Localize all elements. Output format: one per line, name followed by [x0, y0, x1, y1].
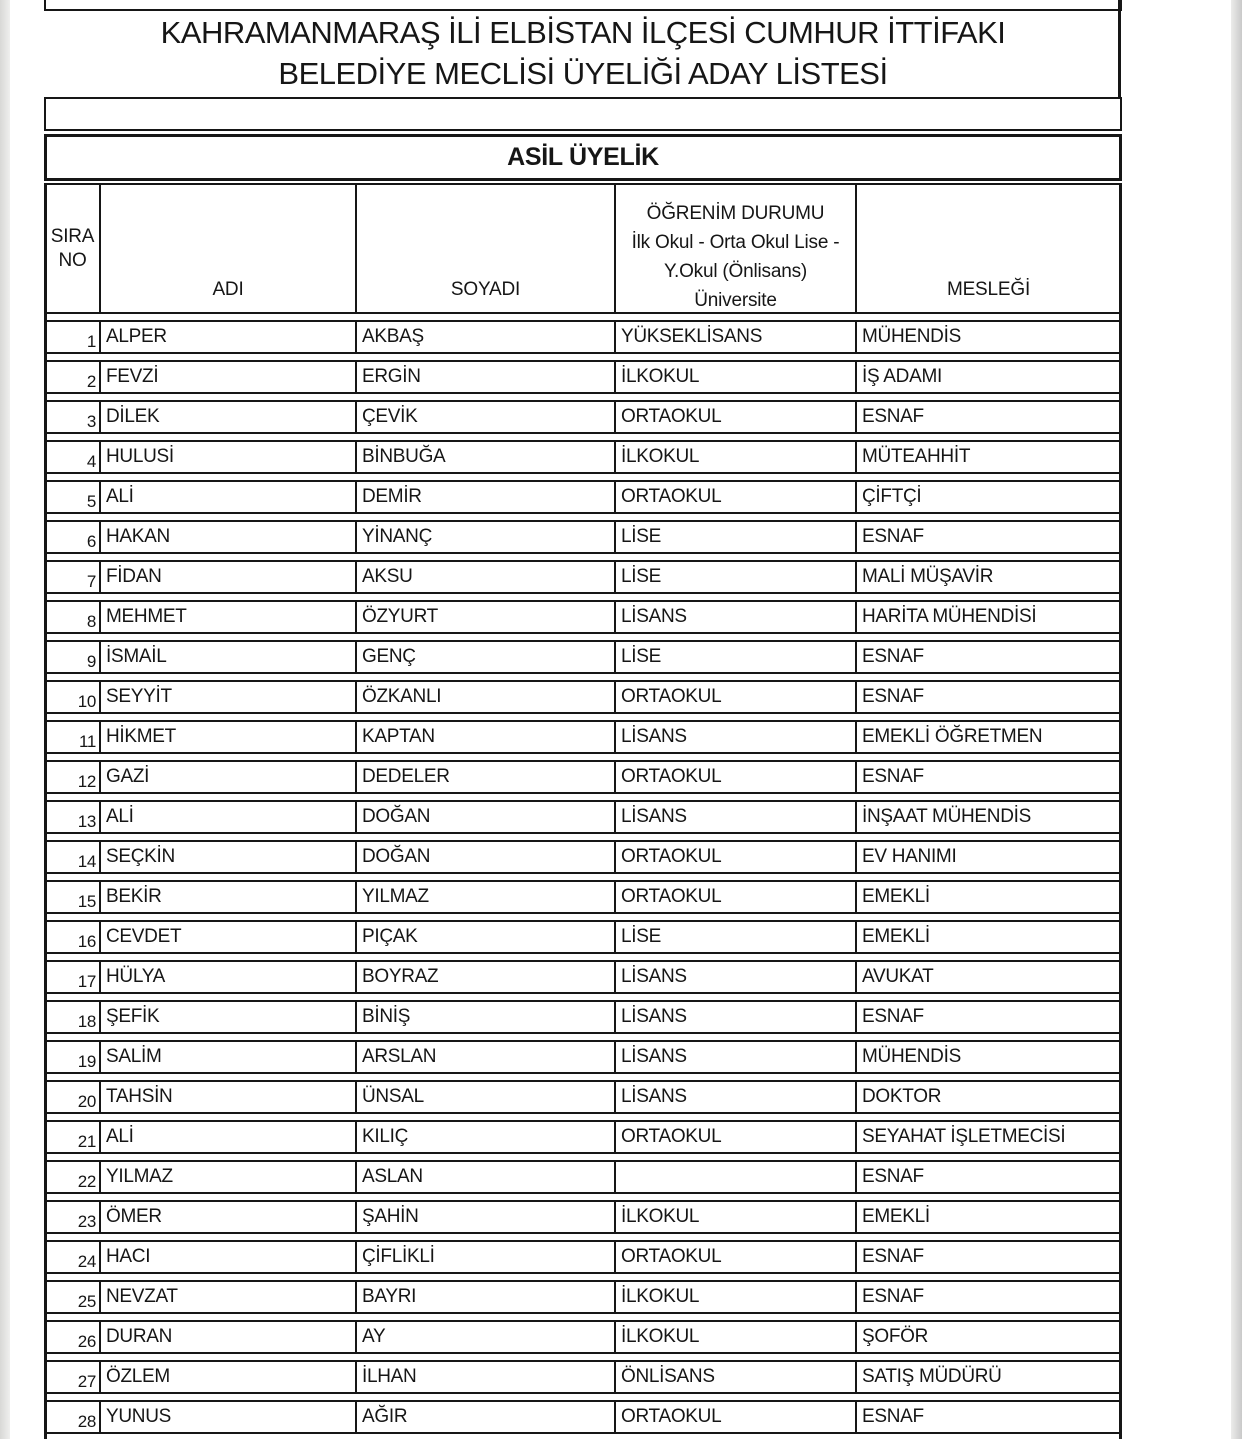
table-row	[44, 760, 1122, 794]
cell-no: 7	[46, 562, 101, 592]
cell-ogrenim: ORTAOKUL	[616, 1242, 857, 1272]
cell-soyadi: BAYRI	[357, 1282, 616, 1312]
cell-ogrenim: ORTAOKUL	[616, 482, 857, 512]
cell-ogrenim	[616, 1162, 857, 1192]
cell-no: 8	[46, 602, 101, 632]
cell-ogrenim: LİSANS	[616, 802, 857, 832]
cell-meslek: ESNAF	[862, 1246, 924, 1267]
cell-soyadi: DEDELER	[357, 762, 616, 792]
cell-adi: ALİ	[101, 482, 357, 512]
cell-adi: FEVZİ	[101, 362, 357, 392]
cell-soyadi: GENÇ	[357, 642, 616, 672]
cell-ogrenim: LİSANS	[616, 602, 857, 632]
cell-ogrenim: ORTAOKUL	[616, 762, 857, 792]
table-row	[44, 720, 1122, 754]
cell-no: 22	[46, 1162, 101, 1192]
cell-soyadi: BİNBUĞA	[357, 442, 616, 472]
cell-no: 15	[46, 882, 101, 912]
cell-soyadi: ÖZKANLI	[357, 682, 616, 712]
cell-meslek: ESNAF	[862, 1006, 924, 1027]
cell-soyadi: ERGİN	[357, 362, 616, 392]
cell-adi: SEÇKİN	[101, 842, 357, 872]
cell-meslek: EMEKLİ	[862, 1206, 930, 1227]
cell-adi: HULUSİ	[101, 442, 357, 472]
cell-no: 3	[46, 402, 101, 432]
cell-meslek: MÜHENDİS	[862, 326, 961, 347]
cell-meslek: MALİ MÜŞAVİR	[862, 566, 994, 587]
cell-no: 14	[46, 842, 101, 872]
cell-ogrenim: LİSANS	[616, 1082, 857, 1112]
cell-meslek: İŞ ADAMI	[862, 366, 942, 387]
cell-soyadi: ŞAHİN	[357, 1202, 616, 1232]
cell-ogrenim: İLKOKUL	[616, 442, 857, 472]
column-header-ogrenim-durumu	[616, 185, 857, 312]
cell-adi: ÖMER	[101, 1202, 357, 1232]
document-title	[44, 12, 1122, 94]
cell-no: 5	[46, 482, 101, 512]
table-row	[44, 1360, 1122, 1394]
cell-no: 12	[46, 762, 101, 792]
table-row	[44, 1200, 1122, 1234]
table-row	[44, 800, 1122, 834]
cell-ogrenim: LİSANS	[616, 722, 857, 752]
cell-no: 18	[46, 1002, 101, 1032]
table-row	[44, 400, 1122, 434]
ogrenim-header-line1: ÖĞRENİM DURUMU	[646, 202, 825, 224]
cell-ogrenim: YÜKSEKLİSANS	[616, 322, 857, 352]
cell-no: 26	[46, 1322, 101, 1352]
table-row	[44, 1080, 1122, 1114]
scan-edge-right	[1231, 0, 1242, 1439]
cell-ogrenim: İLKOKUL	[616, 362, 857, 392]
ogrenim-header-line2: İlk Okul - Orta Okul Lise -	[631, 231, 840, 253]
cell-adi: HAKAN	[101, 522, 357, 552]
table-header-row	[44, 183, 1122, 314]
cell-ogrenim: ORTAOKUL	[616, 1402, 857, 1432]
table-row	[44, 1160, 1122, 1194]
cell-no: 13	[46, 802, 101, 832]
cell-ogrenim: ORTAOKUL	[616, 402, 857, 432]
cell-soyadi: AKBAŞ	[357, 322, 616, 352]
table-row	[44, 920, 1122, 954]
cell-soyadi: KILIÇ	[357, 1122, 616, 1152]
table-row	[44, 960, 1122, 994]
cell-soyadi: DOĞAN	[357, 802, 616, 832]
cell-no: 4	[46, 442, 101, 472]
cell-ogrenim: ÖNLİSANS	[616, 1362, 857, 1392]
cell-adi: TAHSİN	[101, 1082, 357, 1112]
table-body	[44, 320, 1122, 1440]
cell-no: 17	[46, 962, 101, 992]
cell-ogrenim: LİSE	[616, 642, 857, 672]
cell-meslek: ESNAF	[862, 1406, 924, 1427]
cell-no: 20	[46, 1082, 101, 1112]
cell-meslek: EV HANIMI	[862, 846, 957, 867]
cell-ogrenim: LİSANS	[616, 1002, 857, 1032]
cell-soyadi: PIÇAK	[357, 922, 616, 952]
cell-soyadi: KAPTAN	[357, 722, 616, 752]
top-cutoff-box	[44, 0, 1122, 11]
table-row	[44, 680, 1122, 714]
section-header	[44, 134, 1122, 181]
cell-ogrenim: İLKOKUL	[616, 1322, 857, 1352]
cell-adi: ALPER	[101, 322, 357, 352]
cell-meslek: SEYAHAT İŞLETMECİSİ	[862, 1126, 1066, 1147]
cell-adi: GAZİ	[101, 762, 357, 792]
cell-ogrenim: LİSE	[616, 562, 857, 592]
cell-soyadi: ÖZYURT	[357, 602, 616, 632]
cell-ogrenim: ORTAOKUL	[616, 1122, 857, 1152]
table-row	[44, 480, 1122, 514]
column-header-sira-no	[46, 185, 101, 312]
cell-soyadi: ÜNSAL	[357, 1082, 616, 1112]
section-header-label: ASİL ÜYELİK	[507, 143, 659, 171]
cell-soyadi: DOĞAN	[357, 842, 616, 872]
cell-soyadi: ASLAN	[357, 1162, 616, 1192]
cell-ogrenim: ORTAOKUL	[616, 682, 857, 712]
cell-soyadi: YİNANÇ	[357, 522, 616, 552]
table-row	[44, 840, 1122, 874]
cell-meslek: İNŞAAT MÜHENDİS	[862, 806, 1031, 827]
cell-no: 16	[46, 922, 101, 952]
cell-no: 23	[46, 1202, 101, 1232]
cell-adi: HÜLYA	[101, 962, 357, 992]
cell-adi: SEYYİT	[101, 682, 357, 712]
cell-no: 21	[46, 1122, 101, 1152]
cell-no: 11	[46, 722, 101, 752]
cell-meslek: ESNAF	[862, 406, 924, 427]
cell-meslek: ESNAF	[862, 686, 924, 707]
cell-meslek: MÜHENDİS	[862, 1046, 961, 1067]
table-row	[44, 440, 1122, 474]
table-row	[44, 1280, 1122, 1314]
ogrenim-header-line3: Y.Okul (Önlisans)	[663, 260, 808, 282]
table-row	[44, 600, 1122, 634]
cell-adi: HACI	[101, 1242, 357, 1272]
scan-edge-left	[0, 0, 10, 1439]
cell-ogrenim: LİSE	[616, 922, 857, 952]
column-header-soyadi: SOYADI	[357, 185, 616, 312]
cell-adi: ÖZLEM	[101, 1362, 357, 1392]
cell-meslek: AVUKAT	[862, 966, 934, 987]
column-header-meslek: MESLEĞİ	[946, 279, 1031, 300]
cell-no: 10	[46, 682, 101, 712]
cell-meslek: SATIŞ MÜDÜRÜ	[862, 1366, 1002, 1387]
cell-adi: HİKMET	[101, 722, 357, 752]
cell-meslek: ESNAF	[862, 526, 924, 547]
cell-adi: ALİ	[101, 802, 357, 832]
cell-adi: SALİM	[101, 1042, 357, 1072]
cell-soyadi: DEMİR	[357, 482, 616, 512]
table-row	[44, 1120, 1122, 1154]
cell-adi: ALİ	[101, 1122, 357, 1152]
cell-soyadi: AY	[357, 1322, 616, 1352]
table-row	[44, 1000, 1122, 1034]
cell-ogrenim: ORTAOKUL	[616, 842, 857, 872]
column-header-sira-line2: NO	[58, 249, 87, 271]
cell-meslek: MÜTEAHHİT	[862, 446, 971, 467]
cell-soyadi: İLHAN	[357, 1362, 616, 1392]
cell-no: 28	[46, 1402, 101, 1432]
cell-ogrenim: ORTAOKUL	[616, 882, 857, 912]
cell-adi: DURAN	[101, 1322, 357, 1352]
cell-meslek: ESNAF	[862, 646, 924, 667]
cell-meslek: HARİTA MÜHENDİSİ	[862, 606, 1037, 627]
cell-adi: İSMAİL	[101, 642, 357, 672]
cell-meslek: ÇİFTÇİ	[862, 486, 922, 507]
cell-ogrenim: LİSE	[616, 522, 857, 552]
cell-adi: DİLEK	[101, 402, 357, 432]
cell-meslek: EMEKLİ	[862, 886, 930, 907]
cell-no: 9	[46, 642, 101, 672]
cell-adi: CEVDET	[101, 922, 357, 952]
table-row	[44, 360, 1122, 394]
cell-adi: ŞEFİK	[101, 1002, 357, 1032]
cell-meslek: ESNAF	[862, 766, 924, 787]
cell-adi: BEKİR	[101, 882, 357, 912]
cell-adi: NEVZAT	[101, 1282, 357, 1312]
table-outer-border-right	[1119, 183, 1122, 1439]
cell-meslek: DOKTOR	[862, 1086, 942, 1107]
cell-no: 19	[46, 1042, 101, 1072]
cell-meslek: EMEKLİ ÖĞRETMEN	[862, 726, 1043, 747]
table-outer-border-left	[44, 183, 47, 1439]
table-row	[44, 640, 1122, 674]
cell-soyadi: AĞIR	[357, 1402, 616, 1432]
cell-no: 1	[46, 322, 101, 352]
cell-no: 24	[46, 1242, 101, 1272]
ogrenim-header-line4: Üniversite	[694, 289, 777, 311]
cell-soyadi: ÇEVİK	[357, 402, 616, 432]
cell-adi: YUNUS	[101, 1402, 357, 1432]
cell-soyadi: YILMAZ	[357, 882, 616, 912]
cell-meslek: ŞOFÖR	[862, 1326, 929, 1347]
cell-ogrenim: LİSANS	[616, 962, 857, 992]
cell-no: 2	[46, 362, 101, 392]
column-header-sira-line1: SIRA	[50, 225, 95, 247]
cell-soyadi: BİNİŞ	[357, 1002, 616, 1032]
cell-meslek: EMEKLİ	[862, 926, 930, 947]
cell-ogrenim: LİSANS	[616, 1042, 857, 1072]
document-title-line2: BELEDİYE MECLİSİ ÜYELİĞİ ADAY LİSTESİ	[278, 56, 888, 91]
cell-meslek: ESNAF	[862, 1286, 924, 1307]
cell-no: 27	[46, 1362, 101, 1392]
document-title-line1: KAHRAMANMARAŞ İLİ ELBİSTAN İLÇESİ CUMHUR İTTİFAKI	[160, 15, 1006, 50]
table-row	[44, 320, 1122, 354]
cell-adi: MEHMET	[101, 602, 357, 632]
cell-soyadi: AKSU	[357, 562, 616, 592]
cell-soyadi: ARSLAN	[357, 1042, 616, 1072]
cell-adi: FİDAN	[101, 562, 357, 592]
table-row	[44, 1400, 1122, 1434]
cell-meslek: ESNAF	[862, 1166, 924, 1187]
cell-soyadi: BOYRAZ	[357, 962, 616, 992]
empty-band	[44, 97, 1122, 131]
table-row	[44, 1240, 1122, 1274]
table-row	[44, 880, 1122, 914]
cell-no: 6	[46, 522, 101, 552]
table-row	[44, 520, 1122, 554]
column-header-adi: ADI	[101, 185, 357, 312]
cell-soyadi: ÇİFLİKLİ	[357, 1242, 616, 1272]
table-row	[44, 1040, 1122, 1074]
cell-no: 25	[46, 1282, 101, 1312]
table-row	[44, 1320, 1122, 1354]
table-row	[44, 560, 1122, 594]
cell-ogrenim: İLKOKUL	[616, 1202, 857, 1232]
cell-ogrenim: İLKOKUL	[616, 1282, 857, 1312]
cell-adi: YILMAZ	[101, 1162, 357, 1192]
